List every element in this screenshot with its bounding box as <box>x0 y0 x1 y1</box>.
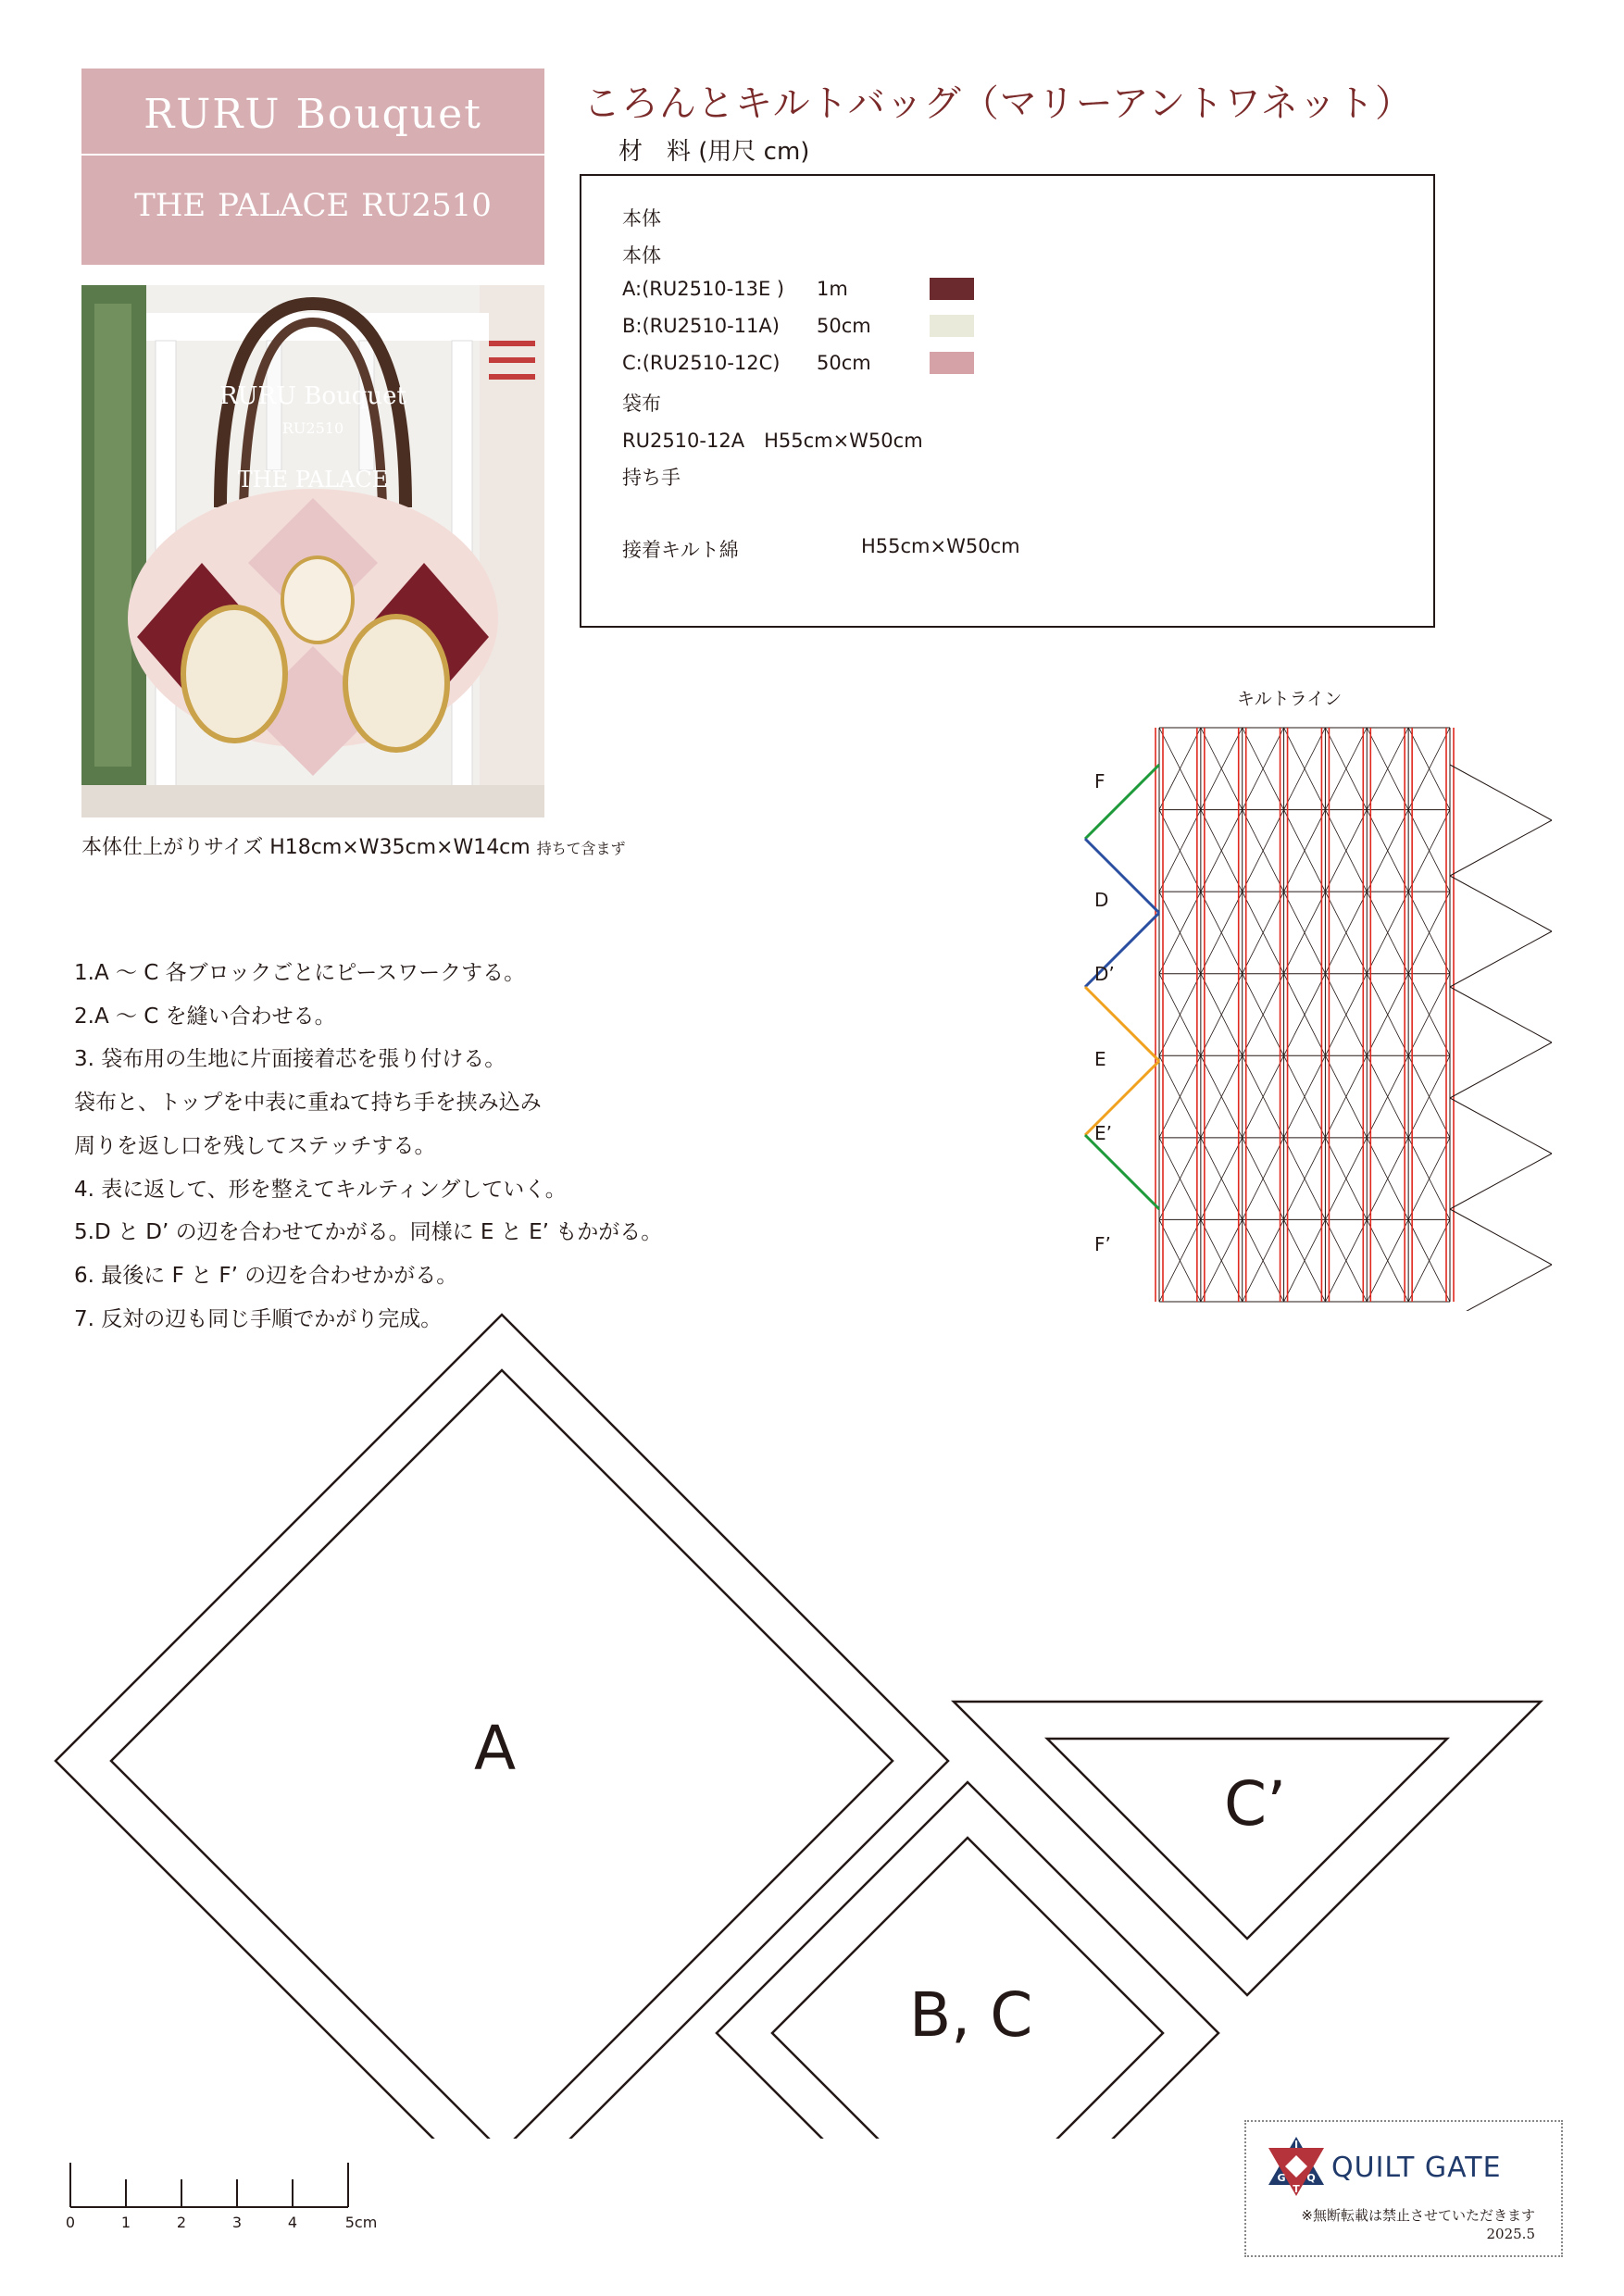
publish-date: 2025.5 <box>1486 2226 1535 2242</box>
ruler-tick-label: 2 <box>176 2214 187 2231</box>
quilt-edge-right <box>1450 876 1552 931</box>
quilt-gate-mark-icon <box>1267 2135 1326 2198</box>
material-c-code: C:(RU2510-12C) <box>622 352 781 374</box>
materials-box <box>580 174 1435 628</box>
instruction-step: 2.A ～ C を縫い合わせる。 <box>74 1004 336 1029</box>
finished-size-note: 持ちて含まず <box>536 840 626 857</box>
instruction-step: 1.A ～ C 各ブロックごとにピースワークする。 <box>74 961 526 985</box>
instruction-step: 5.D と D’ の辺を合わせてかがる。同様に E と E’ もかがる。 <box>74 1220 663 1245</box>
logo-name: QUILT GATE <box>1331 2152 1502 2184</box>
quilt-edge-right <box>1450 765 1552 820</box>
material-a-code: A:(RU2510-13E ) <box>622 278 785 300</box>
material-a-qty: 1m <box>817 278 848 300</box>
quilt-edge-right <box>1450 987 1552 1042</box>
pattern-templates <box>0 1287 1624 2139</box>
copyright-notice: ※無断転載は禁止させていただきます <box>1301 2207 1535 2224</box>
edge-label-d: D <box>1094 889 1109 911</box>
ruler-tick-label: 1 <box>120 2214 131 2231</box>
quilt-edge-right <box>1450 931 1552 987</box>
quilt-edge-right <box>1450 1209 1552 1265</box>
brand-title: RURU Bouquet <box>144 91 482 138</box>
template-a-label: A <box>474 1713 517 1784</box>
scale-ruler <box>56 2157 407 2231</box>
templates-svg <box>0 1287 1624 2139</box>
instruction-step: 4. 表に返して、形を整えてキルティングしていく。 <box>74 1177 567 1202</box>
swatch-a <box>930 278 974 300</box>
material-b-code: B:(RU2510-11A) <box>622 315 780 337</box>
edge-label-e-prime: E’ <box>1094 1122 1112 1144</box>
material-honntai-1: 本体 <box>622 207 661 230</box>
brand-header <box>81 69 544 265</box>
quilt-line-diagram <box>1056 718 1574 1311</box>
photo-overlay-title: RURU Bouquet <box>219 382 406 410</box>
edge-label-e: E <box>1094 1048 1106 1070</box>
quilt-gate-logo <box>1244 2120 1563 2257</box>
quilt-edge-right <box>1450 820 1552 876</box>
template-bc-label: B, C <box>909 1979 1033 2051</box>
quilt-edge-right <box>1450 1042 1552 1098</box>
materials-heading: 材 料 (用尺 cm) <box>618 138 810 166</box>
page-title: ころんとキルトバッグ（マリーアントワネット） <box>583 82 1413 125</box>
ruler-tick-label: 0 <box>65 2214 76 2231</box>
material-b-qty: 50cm <box>817 315 871 337</box>
logo-mark-letter: T <box>1293 2183 1300 2195</box>
instruction-step: 6. 最後に F と F’ の辺を合わせかがる。 <box>74 1263 458 1288</box>
quilt-line-title: キルトライン <box>1237 689 1343 709</box>
quilt-diagram-svg <box>1056 718 1574 1311</box>
ruler-tick-label: 5cm <box>344 2214 378 2231</box>
material-batting-size: H55cm×W50cm <box>861 535 1020 557</box>
swatch-b <box>930 315 974 337</box>
photo-overlay-code: RU2510 <box>281 419 344 437</box>
material-batting: 接着キルト綿 <box>622 539 739 561</box>
material-fukuro: 袋布 <box>622 393 661 415</box>
instruction-step: 7. 反対の辺も同じ手順でかがり完成。 <box>74 1306 443 1331</box>
edge-label-f: F <box>1094 770 1106 792</box>
quilt-edge-colored <box>1085 1135 1159 1209</box>
finished-size-text: 本体仕上がりサイズ H18cm×W35cm×W14cm <box>81 836 531 859</box>
swatch-c <box>930 352 974 374</box>
brand-divider <box>81 154 544 156</box>
logo-mark-letter: I <box>1293 2139 1299 2151</box>
instruction-step: 周りを返し口を残してステッチする。 <box>74 1133 436 1158</box>
ruler-tick-label: 4 <box>287 2214 298 2231</box>
quilt-edge-right <box>1450 1154 1552 1209</box>
product-photo <box>81 285 544 817</box>
edge-label-d-prime: D’ <box>1094 963 1115 985</box>
instruction-step: 3. 袋布用の生地に片面接着芯を張り付ける。 <box>74 1047 506 1072</box>
instruction-step: 袋布と、トップを中表に重ねて持ち手を挟み込み <box>74 1091 542 1116</box>
photo-overlay-sub: THE PALACE <box>237 467 389 493</box>
material-c-qty: 50cm <box>817 352 871 374</box>
quilt-edge-right <box>1450 1098 1552 1154</box>
edge-label-f-prime: F’ <box>1094 1233 1111 1255</box>
template-c-prime-outer <box>954 1702 1541 1995</box>
material-fukuro-detail: RU2510-12A H55cm×W50cm <box>622 430 923 452</box>
logo-mark-letter: G <box>1277 2172 1286 2184</box>
finished-size-caption <box>81 831 626 860</box>
ruler-tick-label: 3 <box>231 2214 243 2231</box>
brand-subtitle: THE PALACE RU2510 <box>134 187 492 224</box>
logo-mark-letter: Q <box>1306 2172 1316 2184</box>
material-mochite: 持ち手 <box>622 467 681 489</box>
instructions-list <box>74 952 662 1341</box>
material-honntai-2: 本体 <box>622 244 661 267</box>
template-c-prime-label: C’ <box>1224 1768 1287 1840</box>
